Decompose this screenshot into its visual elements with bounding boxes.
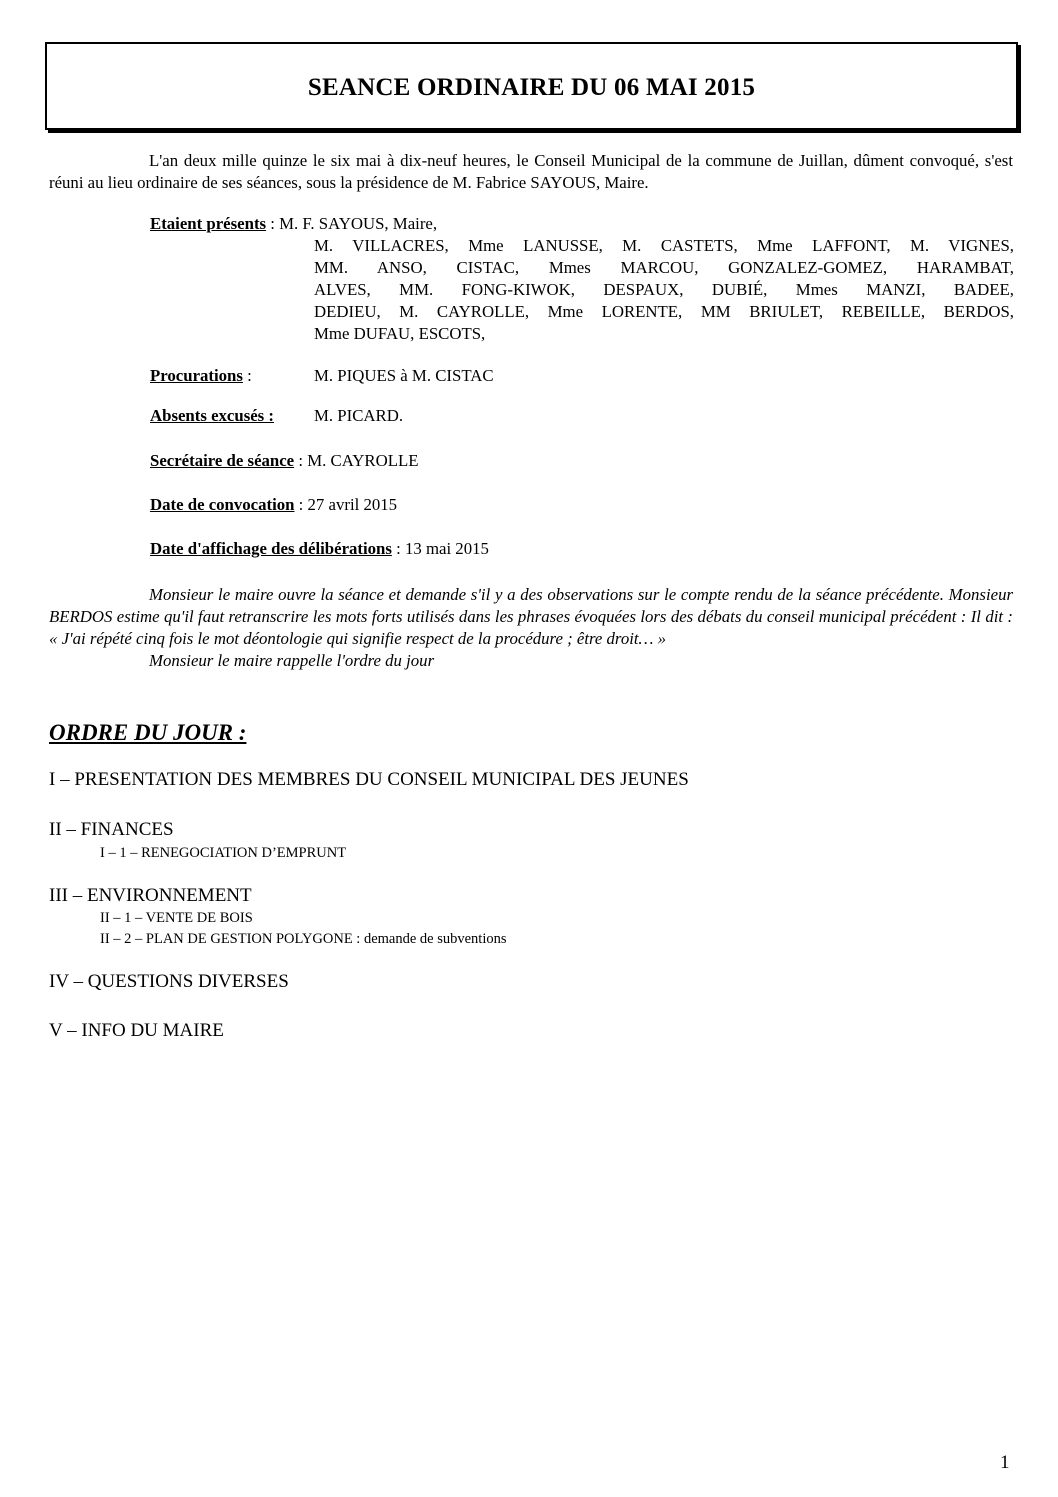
agenda-item: II – FINANCES [49,819,174,840]
secretary-label: Secrétaire de séance [150,451,295,470]
present-line: DEDIEU, M. CAYROLLE, Mme LORENTE, MM BRIULET, REBEILLE, BERDOS, [314,302,1014,321]
present-line: ALVES, MM. FONG-KIWOK, DESPAUX, DUBIÉ, Mmes MANZI, BADEE, [314,280,1014,299]
display-date-row [150,538,489,560]
intro-paragraph: L'an deux mille quinze le six mai à dix-neuf heures, le Conseil Municipal de la commune de Juillan, dûment convoqué, s'est réuni au lieu ordinaire de ses séances, sous la présidence de M. Fabrice SAYOUS, Maire. [49,151,1013,192]
agenda-title: ORDRE DU JOUR : [49,720,247,745]
present-first-line: : M. F. SAYOUS, Maire, [266,214,438,233]
agenda-subitem: II – 2 – PLAN DE GESTION POLYGONE : demande de subventions [100,931,507,947]
secretary-row [150,450,418,472]
proxy-value: M. PIQUES à M. CISTAC [314,366,494,385]
present-row [150,213,437,235]
agenda-item: III – ENVIRONNEMENT [49,885,252,906]
convocation-label: Date de convocation [150,495,295,514]
page-title: SEANCE ORDINAIRE DU 06 MAI 2015 [307,74,756,101]
present-label: Etaient présents [150,214,267,233]
remarks [49,584,1013,672]
display-date-label: Date d'affichage des délibérations [150,539,392,558]
agenda-item: IV – QUESTIONS DIVERSES [49,971,289,992]
absent-label: Absents excusés : [150,406,274,425]
absent-row [150,405,274,427]
present-names [314,235,1014,345]
remarks-paragraph: Monsieur le maire rappelle l'ordre du jour [149,651,435,670]
convocation-value: : 27 avril 2015 [294,495,398,514]
secretary-value: : M. CAYROLLE [294,451,419,470]
title-box [45,42,1018,130]
proxy-separator: : [242,366,252,385]
page-number: 1 [1000,1452,1010,1473]
convocation-row [150,494,397,516]
proxy-label: Procurations [150,366,243,385]
display-date-value: : 13 mai 2015 [391,539,489,558]
proxy-row [150,365,252,387]
agenda-subitem: I – 1 – RENEGOCIATION D’EMPRUNT [100,845,347,861]
present-line: M. VILLACRES, Mme LANUSSE, M. CASTETS, Mme LAFFONT, M. VIGNES, [314,236,1014,255]
agenda-item: V – INFO DU MAIRE [49,1020,224,1041]
remarks-paragraph: Monsieur le maire ouvre la séance et demande s'il y a des observations sur le compte rendu de la séance précédente. Monsieur BERDOS estime qu'il faut retranscrire les mots forts utilisés dans les phrases évoquées lors des débats du conseil municipal précédent : Il dit : « J'ai répété cinq fois le mot déontologie qui signifie respect de la procédure ; être droit… » [49,585,1013,648]
absent-value: M. PICARD. [314,406,404,425]
agenda-subitem: II – 1 – VENTE DE BOIS [100,910,253,926]
present-line: Mme DUFAU, ESCOTS, [314,324,486,343]
present-line: MM. ANSO, CISTAC, Mmes MARCOU, GONZALEZ-GOMEZ, HARAMBAT, [314,258,1014,277]
agenda-item: I – PRESENTATION DES MEMBRES DU CONSEIL MUNICIPAL DES JEUNES [49,769,689,790]
